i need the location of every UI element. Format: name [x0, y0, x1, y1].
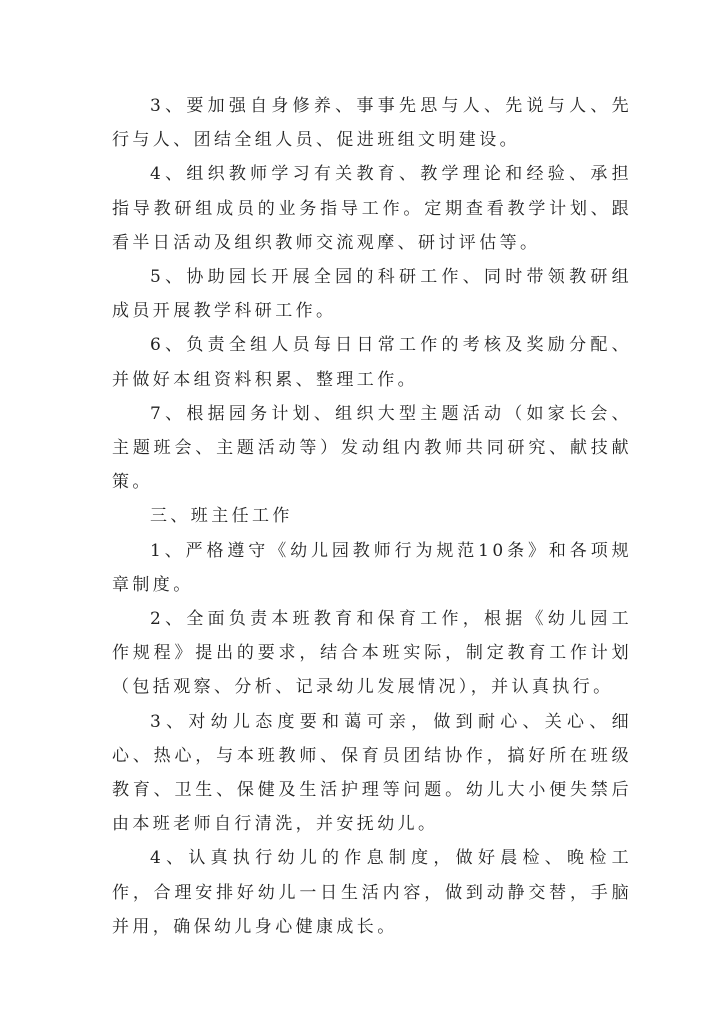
paragraph-item-4: 4、组织教师学习有关教育、教学理论和经验、承担指导教研组成员的业务指导工作。定期查看教学计划、跟看半日活动及组织教师交流观摩、研讨评估等。 [112, 164, 632, 253]
paragraph-item-7: 7、根据园务计划、组织大型主题活动（如家长会、主题班会、主题活动等）发动组内教师共同研究、献技献策。 [112, 403, 632, 493]
section-heading: 三、班主任工作 [150, 506, 293, 527]
section-paragraph-1: 1、严格遵守《幼儿园教师行为规范10条》和各项规章制度。 [112, 540, 632, 595]
section-paragraph-2: 2、全面负责本班教育和保育工作，根据《幼儿园工作规程》提出的要求，结合本班实际，制定教育工作计划（包括观察、分析、记录幼儿发展情况），并认真执行。 [112, 609, 632, 698]
paragraph-item-5: 5、协助园长开展全园的科研工作、同时带领教研组成员开展教学科研工作。 [112, 267, 632, 322]
document-body [112, 89, 632, 944]
paragraph-item-6: 6、负责全组人员每日日常工作的考核及奖励分配、并做好本组资料积累、整理工作。 [112, 335, 632, 390]
paragraph-item-3: 3、要加强自身修养、事事先思与人、先说与人、先行与人、团结全组人员、促进班组文明建设。 [112, 96, 632, 151]
section-paragraph-4: 4、认真执行幼儿的作息制度，做好晨检、晚检工作，合理安排好幼儿一日生活内容，做到动静交替，手脑并用，确保幼儿身心健康成长。 [112, 848, 632, 937]
section-paragraph-3: 3、对幼儿态度要和蔼可亲，做到耐心、关心、细心、热心，与本班教师、保育员团结协作，搞好所在班级教育、卫生、保健及生活护理等问题。幼儿大小便失禁后由本班老师自行清洗，并安抚幼儿。 [112, 711, 632, 835]
